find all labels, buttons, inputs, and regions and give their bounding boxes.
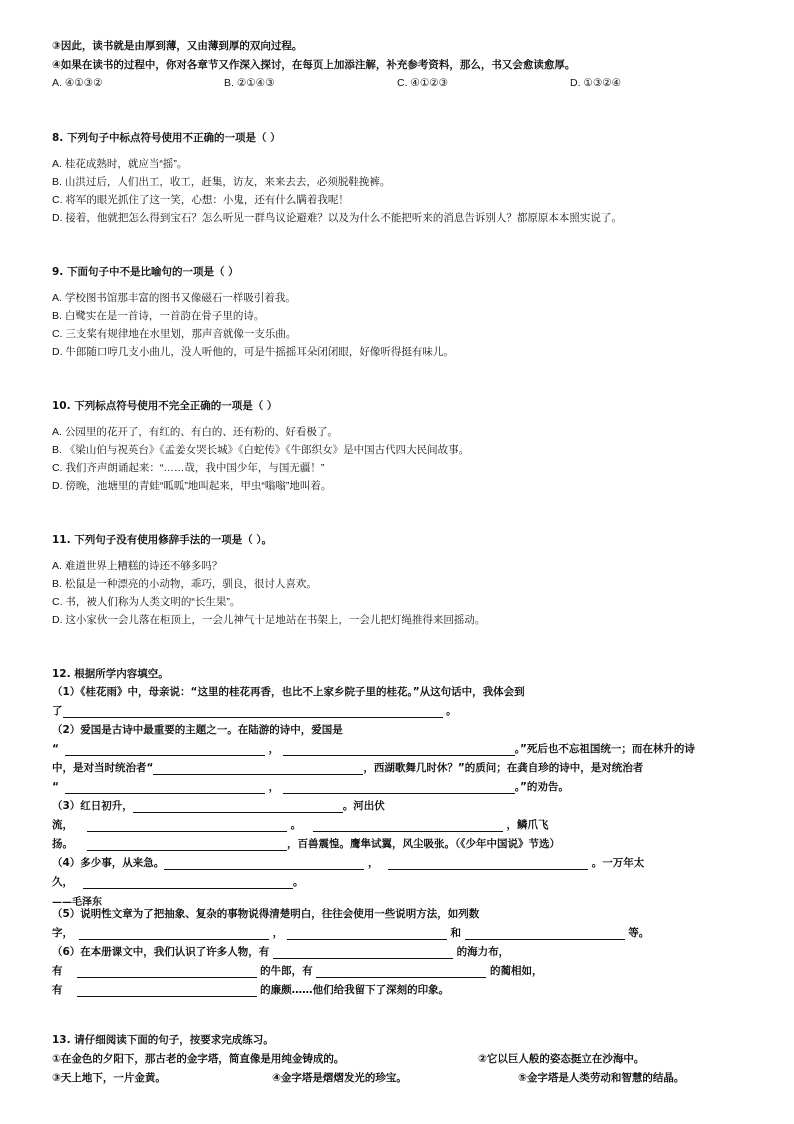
q10-option-a[interactable]: A. 公园里的花开了，有红的、有白的、还有粉的、好看极了。 xyxy=(52,426,338,438)
q12-part2-text: （2）爱国是古诗中最重要的主题之一。在陆游的诗中，爱国是 xyxy=(52,724,343,736)
q10-option-d[interactable]: D. 傍晚，池塘里的青蛙“呱呱”地叫起来，甲虫“嗡嗡”地叫着。 xyxy=(52,480,332,492)
q12-part3-source: ，百兽震惶。鹰隼试翼，风尘吸张。（《少年中国说》节选） xyxy=(287,838,560,850)
q10-option-b[interactable]: B. 《梁山伯与祝英台》《孟姜女哭长城》《白蛇传》《牛郎织女》是中国古代四大民间故事。 xyxy=(52,444,470,456)
q9-option-b[interactable]: B. 白鹭实在是一首诗，一首韵在骨子里的诗。 xyxy=(52,310,265,322)
q12-part3-continue: 。河出伏 xyxy=(342,800,385,812)
q12-part3-liu: 流， xyxy=(52,819,73,831)
q12-blank-9[interactable] xyxy=(313,819,503,832)
q13-sentence-3: ③天上地下，一片金黄。 xyxy=(52,1072,166,1084)
q12-blank-1[interactable] xyxy=(63,705,443,718)
q9-option-c[interactable]: C. 三支桨有规律地在水里划，那声音就像一支乐曲。 xyxy=(52,328,297,340)
q12-part2-line4 xyxy=(52,779,569,794)
q11-title: 11. 下列句子没有使用修辞手法的一项是（ ）。 xyxy=(52,534,273,546)
q12-part4-line1 xyxy=(52,855,644,870)
q12-blank-4[interactable] xyxy=(153,762,363,775)
q12-part1-line2 xyxy=(52,703,457,718)
q12-part1-text: （1）《桂花雨》中，母亲说：“这里的桂花再香，也比不上家乡院子里的桂花。”从这句话中，我体会到 xyxy=(52,686,525,698)
q8-option-b[interactable]: B. 山洪过后，人们出工，收工，赶集，访友，来来去去，必须脱鞋挽裤。 xyxy=(52,176,391,188)
q13-title: 13. 请仔细阅读下面的句子，按要求完成练习。 xyxy=(52,1034,274,1046)
q12-part3-line3 xyxy=(52,836,560,851)
q12-part6-niulang: 的牛郎，有 xyxy=(260,965,313,977)
q12-part5-line2 xyxy=(52,925,649,940)
q12-part3-prefix: （3）红日初升， xyxy=(52,800,133,812)
q12-part2-question: ，西湖歌舞几时休？”的质问；在龚自珍的诗中，是对统治者 xyxy=(363,762,644,774)
q12-part3-yang: 扬。 xyxy=(52,838,73,850)
q12-blank-7[interactable] xyxy=(133,800,343,813)
q13-sentence-1: ①在金色的夕阳下，那古老的金字塔，简直像是用纯金铸成的。 xyxy=(52,1053,345,1065)
q12-part6-you-1: 有 xyxy=(52,965,63,977)
q7-sentence-4: ④如果在读书的过程中，你对各章节又作深入探讨，在每页上加添注解，补充参考资料，那么，书又会愈读愈厚。 xyxy=(52,59,576,71)
q12-blank-14[interactable] xyxy=(79,927,269,940)
q12-blank-13[interactable] xyxy=(83,876,293,889)
q12-part1-suffix: 。 xyxy=(446,705,457,717)
q12-blank-5[interactable] xyxy=(65,781,265,794)
q12-blank-17[interactable] xyxy=(273,946,453,959)
q13-sentence-2: ②它以巨人般的姿态挺立在沙海中。 xyxy=(478,1053,645,1065)
q12-blank-20[interactable] xyxy=(77,984,257,997)
q12-part3-line1 xyxy=(52,798,385,813)
q12-blank-2[interactable] xyxy=(65,743,265,756)
q10-option-c[interactable]: C. 我们齐声朗诵起来：“……哉，我中国少年，与国无疆！” xyxy=(52,462,325,474)
q12-part2-comma: ， xyxy=(268,743,280,755)
q13-sentence-4: ④金字塔是熠熠发光的珍宝。 xyxy=(272,1072,407,1084)
q11-option-b[interactable]: B. 松鼠是一种漂亮的小动物，乖巧，驯良，很讨人喜欢。 xyxy=(52,578,317,590)
q12-part2-open-quote: “ xyxy=(52,743,59,755)
q8-option-c[interactable]: C. 将军的眼光抓住了这一笑，心想：小鬼，还有什么瞒着我呢！ xyxy=(52,194,349,206)
q12-part1-line1 xyxy=(52,684,525,699)
q7-option-d[interactable]: D. ①③②④ xyxy=(570,77,622,89)
q12-blank-18[interactable] xyxy=(77,965,257,978)
q12-title: 12. 根据所学内容填空。 xyxy=(52,668,169,680)
q9-option-d[interactable]: D. 牛郎随口哼几支小曲儿，没人听他的，可是牛摇摇耳朵闭闭眼，好像听得挺有味儿。 xyxy=(52,346,454,358)
q7-option-c[interactable]: C. ④①②③ xyxy=(397,77,449,89)
q12-part6-line3 xyxy=(52,982,449,997)
q12-part2-prefix: 中，是对当时统治者“ xyxy=(52,762,154,774)
q12-blank-6[interactable] xyxy=(283,781,515,794)
q12-blank-11[interactable] xyxy=(164,857,364,870)
q12-part2-advice: 。”的劝告。 xyxy=(514,781,569,793)
q13-sentence-5: ⑤金字塔是人类劳动和智慧的结晶。 xyxy=(518,1072,685,1084)
q12-part2-line3 xyxy=(52,760,643,775)
q12-part3-linzhua: ，鳞爪飞 xyxy=(506,819,549,831)
q12-part4-jiu: 久， xyxy=(52,876,73,888)
q12-part5-zi: 字， xyxy=(52,927,73,939)
q12-part6-linxiangru: 的蔺相如， xyxy=(489,965,543,977)
q12-part4-period: 。 xyxy=(293,876,304,888)
q12-part6-hailibu: 的海力布， xyxy=(456,946,510,958)
q12-blank-15[interactable] xyxy=(287,927,447,940)
q12-part5-deng: 等。 xyxy=(628,927,650,939)
q9-title: 9. 下面句子中不是比喻句的一项是（ ） xyxy=(52,266,239,278)
q8-option-a[interactable]: A. 桂花成熟时，就应当“摇”。 xyxy=(52,158,188,170)
q12-part3-period: 。 xyxy=(290,819,302,831)
q12-part2-line1 xyxy=(52,722,343,737)
q12-part6-line2 xyxy=(52,963,542,978)
q12-blank-10[interactable] xyxy=(87,838,287,851)
q12-part4-prefix: （4）多少事，从来急。 xyxy=(52,857,165,869)
q11-option-a[interactable]: A. 难道世界上糟糕的诗还不够多吗？ xyxy=(52,560,223,572)
q12-part4-line2 xyxy=(52,874,304,889)
q12-blank-16[interactable] xyxy=(465,927,625,940)
q12-part4-author-text: ——毛泽东 xyxy=(52,897,102,908)
q12-part5-line1 xyxy=(52,906,479,921)
q12-part5-comma: ， xyxy=(272,927,284,939)
q12-part2-continue: 。”死后也不忘祖国统一；而在林升的诗 xyxy=(514,743,695,755)
q8-title: 8. 下列句子中标点符号使用不正确的一项是（ ） xyxy=(52,132,281,144)
q12-part4-comma: ， xyxy=(367,857,379,869)
q12-blank-12[interactable] xyxy=(388,857,588,870)
q12-part6-prefix: （6）在本册课文中，我们认识了许多人物，有 xyxy=(52,946,270,958)
q12-part2-line2 xyxy=(52,741,695,756)
q12-part1-prefix: 了 xyxy=(52,705,63,717)
q12-part6-lianpo: 的廉颇……他们给我留下了深刻的印象。 xyxy=(260,984,450,996)
q12-blank-19[interactable] xyxy=(316,965,486,978)
q7-option-a[interactable]: A. ④①③② xyxy=(52,77,103,89)
q12-part2-open-quote-2: “ xyxy=(52,781,59,793)
q7-option-b[interactable]: B. ②①④③ xyxy=(224,77,275,89)
q11-option-d[interactable]: D. 这小家伙一会儿落在柜顶上，一会儿神气十足地站在书架上，一会儿把灯绳推得来回摇动。 xyxy=(52,614,486,626)
q12-part2-comma-2: ， xyxy=(268,781,280,793)
q12-part5-he: 和 xyxy=(450,927,461,939)
q12-part4-continue: 。一万年太 xyxy=(591,857,645,869)
q12-part6-you-2: 有 xyxy=(52,984,63,996)
q9-option-a[interactable]: A. 学校图书馆那丰富的图书又像磁石一样吸引着我。 xyxy=(52,292,296,304)
q12-part6-line1 xyxy=(52,944,509,959)
q8-option-d[interactable]: D. 接着，他就把怎么得到宝石？怎么听见一群鸟议论避难？以及为什么不能把听来的消息告诉别人？都原原本本照实说了。 xyxy=(52,212,622,224)
q12-part3-line2 xyxy=(52,817,548,832)
q10-title: 10. 下列标点符号使用不完全正确的一项是（ ） xyxy=(52,400,278,412)
q12-part5-text: （5）说明性文章为了把抽象、复杂的事物说得清楚明白，往往会使用一些说明方法，如列数 xyxy=(52,908,480,920)
q7-sentence-3: ③因此，读书就是由厚到薄，又由薄到厚的双向过程。 xyxy=(52,40,303,52)
q12-blank-3[interactable] xyxy=(283,743,515,756)
q12-blank-8[interactable] xyxy=(87,819,287,832)
q11-option-c[interactable]: C. 书，被人们称为人类文明的“长生果”。 xyxy=(52,596,241,608)
